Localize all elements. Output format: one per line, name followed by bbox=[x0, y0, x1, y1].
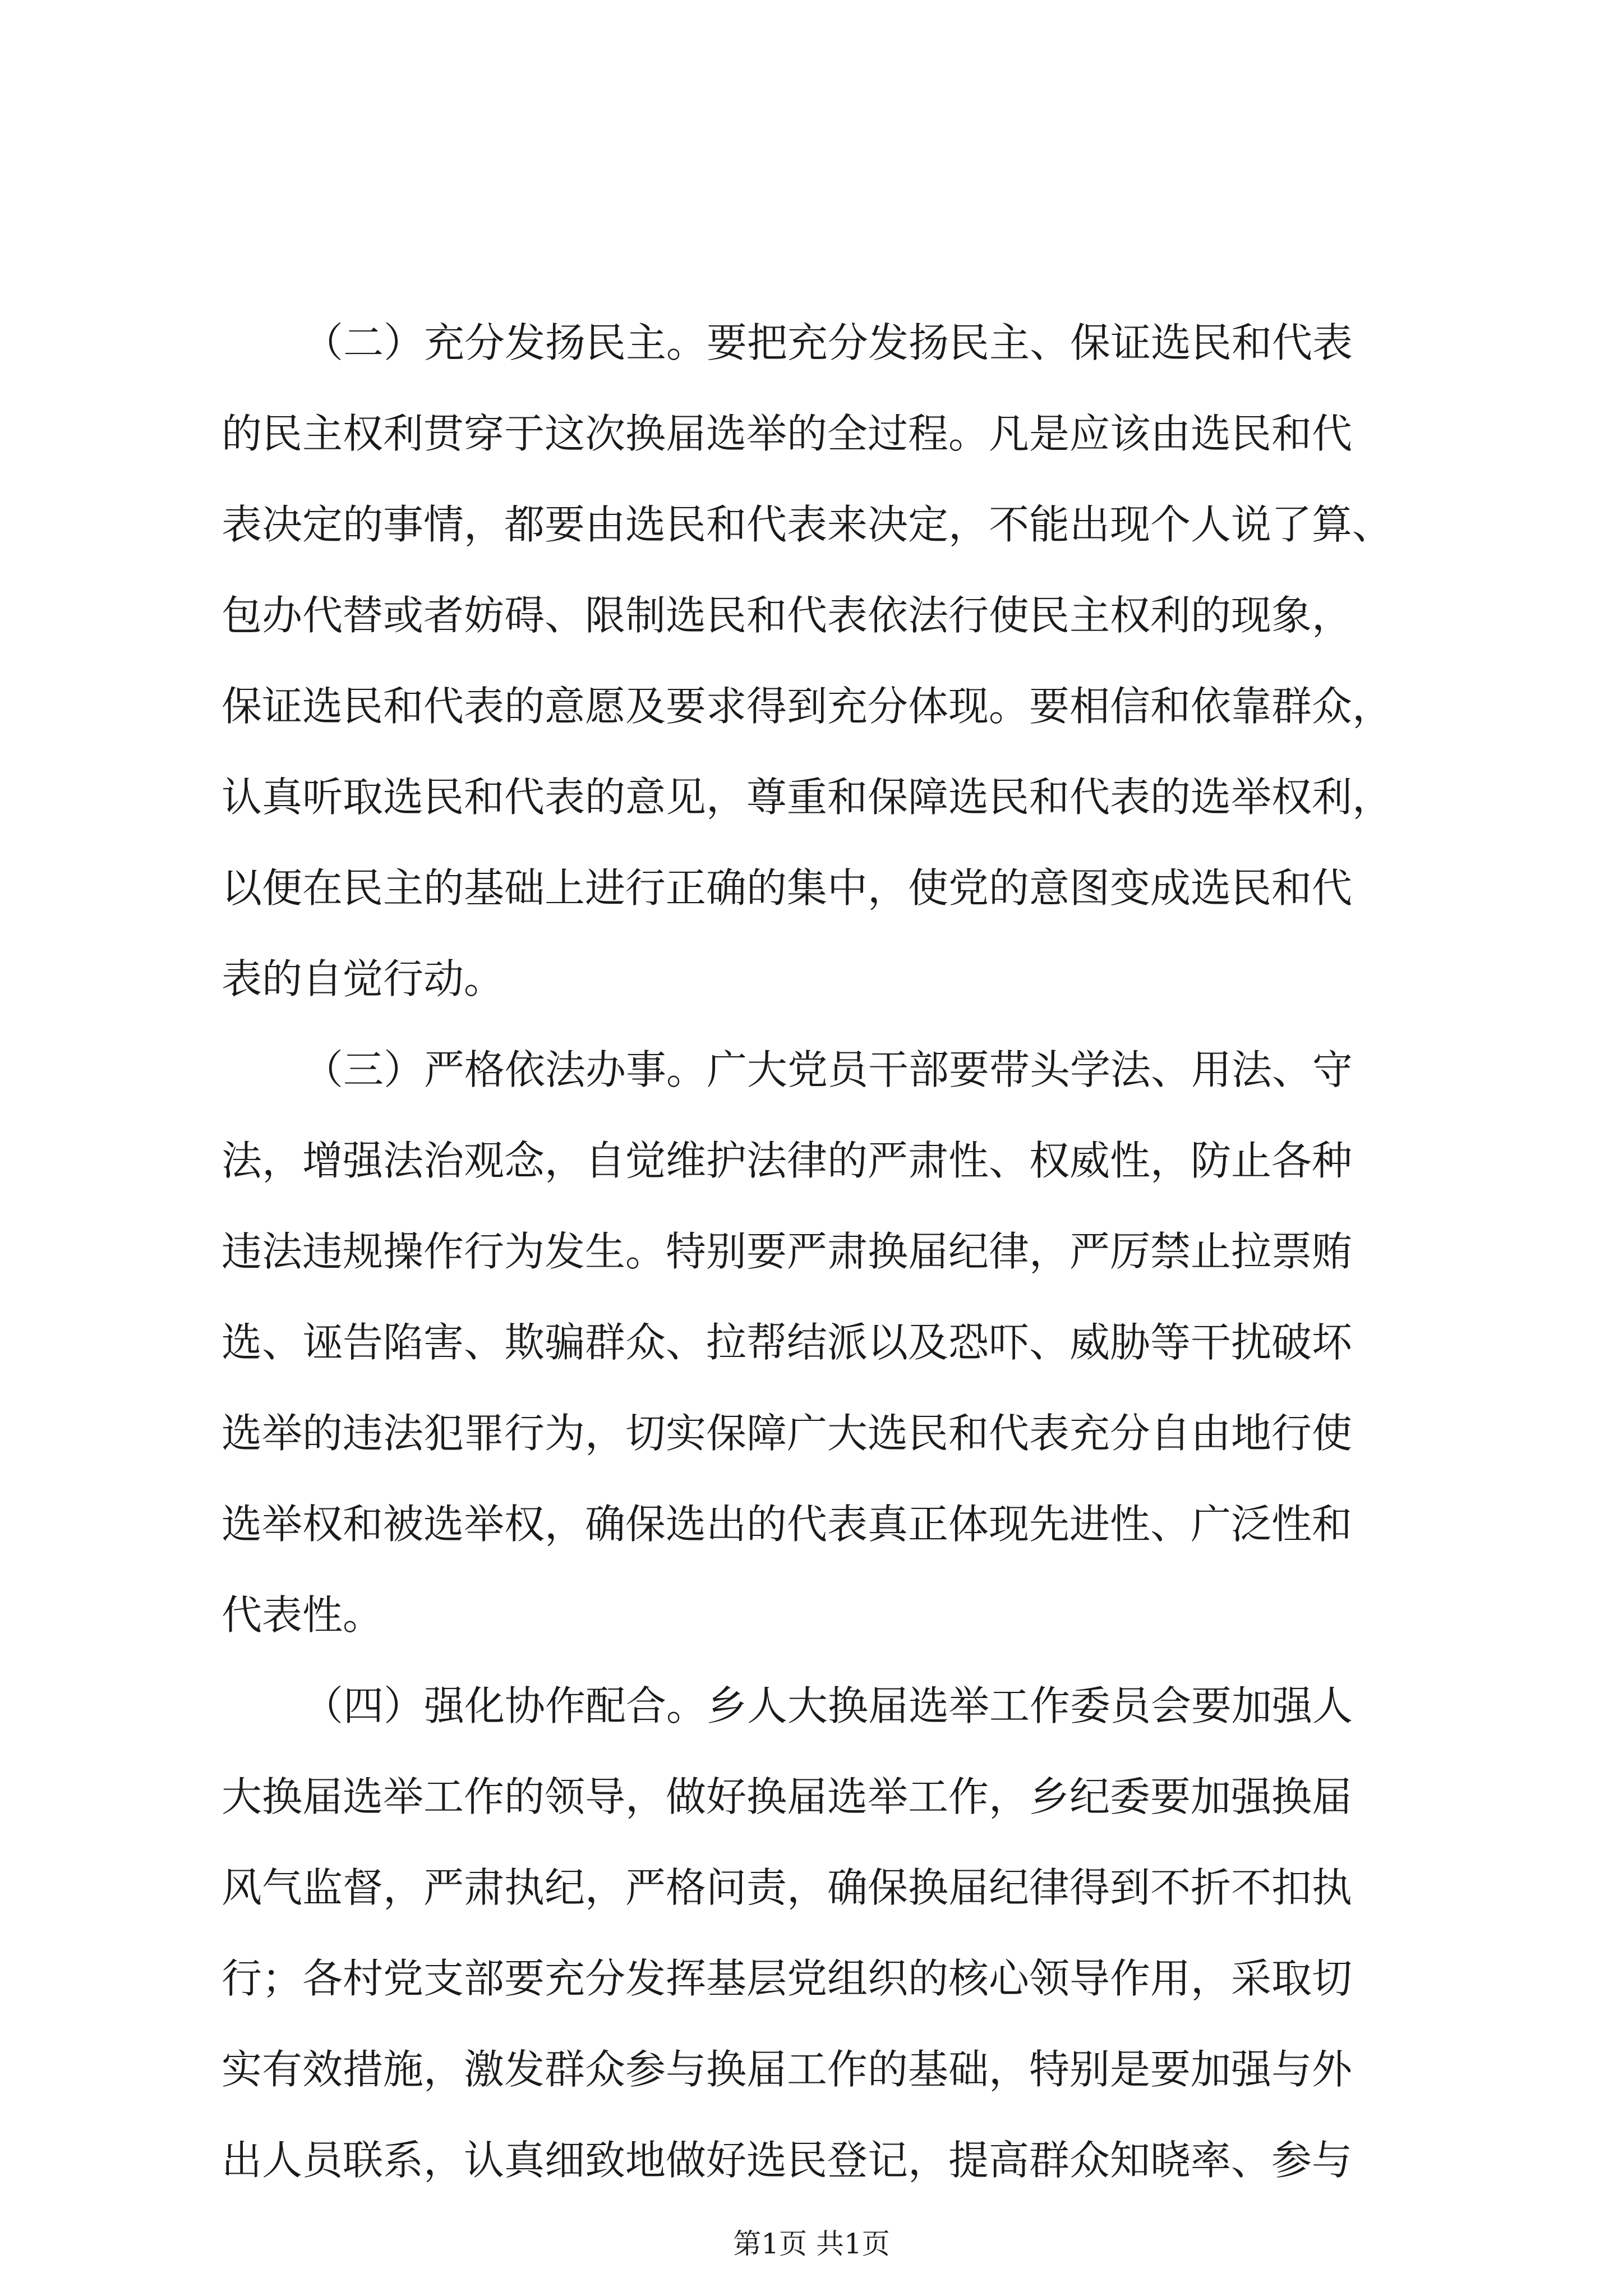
paragraph-3-line-2: 法，增强法治观念，自觉维护法律的严肃性、权威性，防止各种 bbox=[222, 1137, 1353, 1184]
paragraph-4-line-2: 大换届选举工作的领导，做好换届选举工作，乡纪委要加强换届 bbox=[222, 1773, 1353, 1820]
paragraph-3-line-4: 选、诬告陷害、欺骗群众、拉帮结派以及恐吓、威胁等干扰破坏 bbox=[222, 1319, 1353, 1366]
paragraph-2-line-1: （二）充分发扬民主。要把充分发扬民主、保证选民和代表 bbox=[303, 319, 1353, 366]
paragraph-4-line-3: 风气监督，严肃执纪，严格问责，确保换届纪律得到不折不扣执 bbox=[222, 1864, 1353, 1911]
paragraph-2-line-6: 认真听取选民和代表的意见，尊重和保障选民和代表的选举权利， bbox=[222, 774, 1393, 821]
paragraph-3-line-7: 代表性。 bbox=[222, 1591, 384, 1639]
paragraph-2-line-2: 的民主权利贯穿于这次换届选举的全过程。凡是应该由选民和代 bbox=[222, 410, 1353, 457]
paragraph-2-line-7: 以便在民主的基础上进行正确的集中，使党的意图变成选民和代 bbox=[222, 864, 1353, 912]
paragraph-2-line-8: 表的自觉行动。 bbox=[222, 955, 505, 1002]
paragraph-4-line-1: （四）强化协作配合。乡人大换届选举工作委员会要加强人 bbox=[303, 1682, 1353, 1729]
paragraph-2-line-3: 表决定的事情，都要由选民和代表来决定，不能出现个人说了算、 bbox=[222, 501, 1393, 548]
paragraph-2-line-4: 包办代替或者妨碍、限制选民和代表依法行使民主权利的现象， bbox=[222, 592, 1353, 639]
paragraph-4-line-5: 实有效措施，激发群众参与换届工作的基础，特别是要加强与外 bbox=[222, 2046, 1353, 2093]
paragraph-2-line-5: 保证选民和代表的意愿及要求得到充分体现。要相信和依靠群众， bbox=[222, 683, 1393, 730]
paragraph-3-line-1: （三）严格依法办事。广大党员干部要带头学法、用法、守 bbox=[303, 1046, 1353, 1093]
paragraph-3-line-3: 违法违规操作行为发生。特别要严肃换届纪律，严厉禁止拉票贿 bbox=[222, 1228, 1353, 1275]
paragraph-4-line-4: 行；各村党支部要充分发挥基层党组织的核心领导作用，采取切 bbox=[222, 1955, 1353, 2002]
paragraph-3-line-5: 选举的违法犯罪行为，切实保障广大选民和代表充分自由地行使 bbox=[222, 1410, 1353, 1457]
page-footer: 第1页 共1页 bbox=[733, 2228, 890, 2260]
paragraph-3-line-6: 选举权和被选举权，确保选出的代表真正体现先进性、广泛性和 bbox=[222, 1501, 1353, 1548]
paragraph-4-line-6: 出人员联系，认真细致地做好选民登记，提高群众知晓率、参与 bbox=[222, 2137, 1353, 2184]
